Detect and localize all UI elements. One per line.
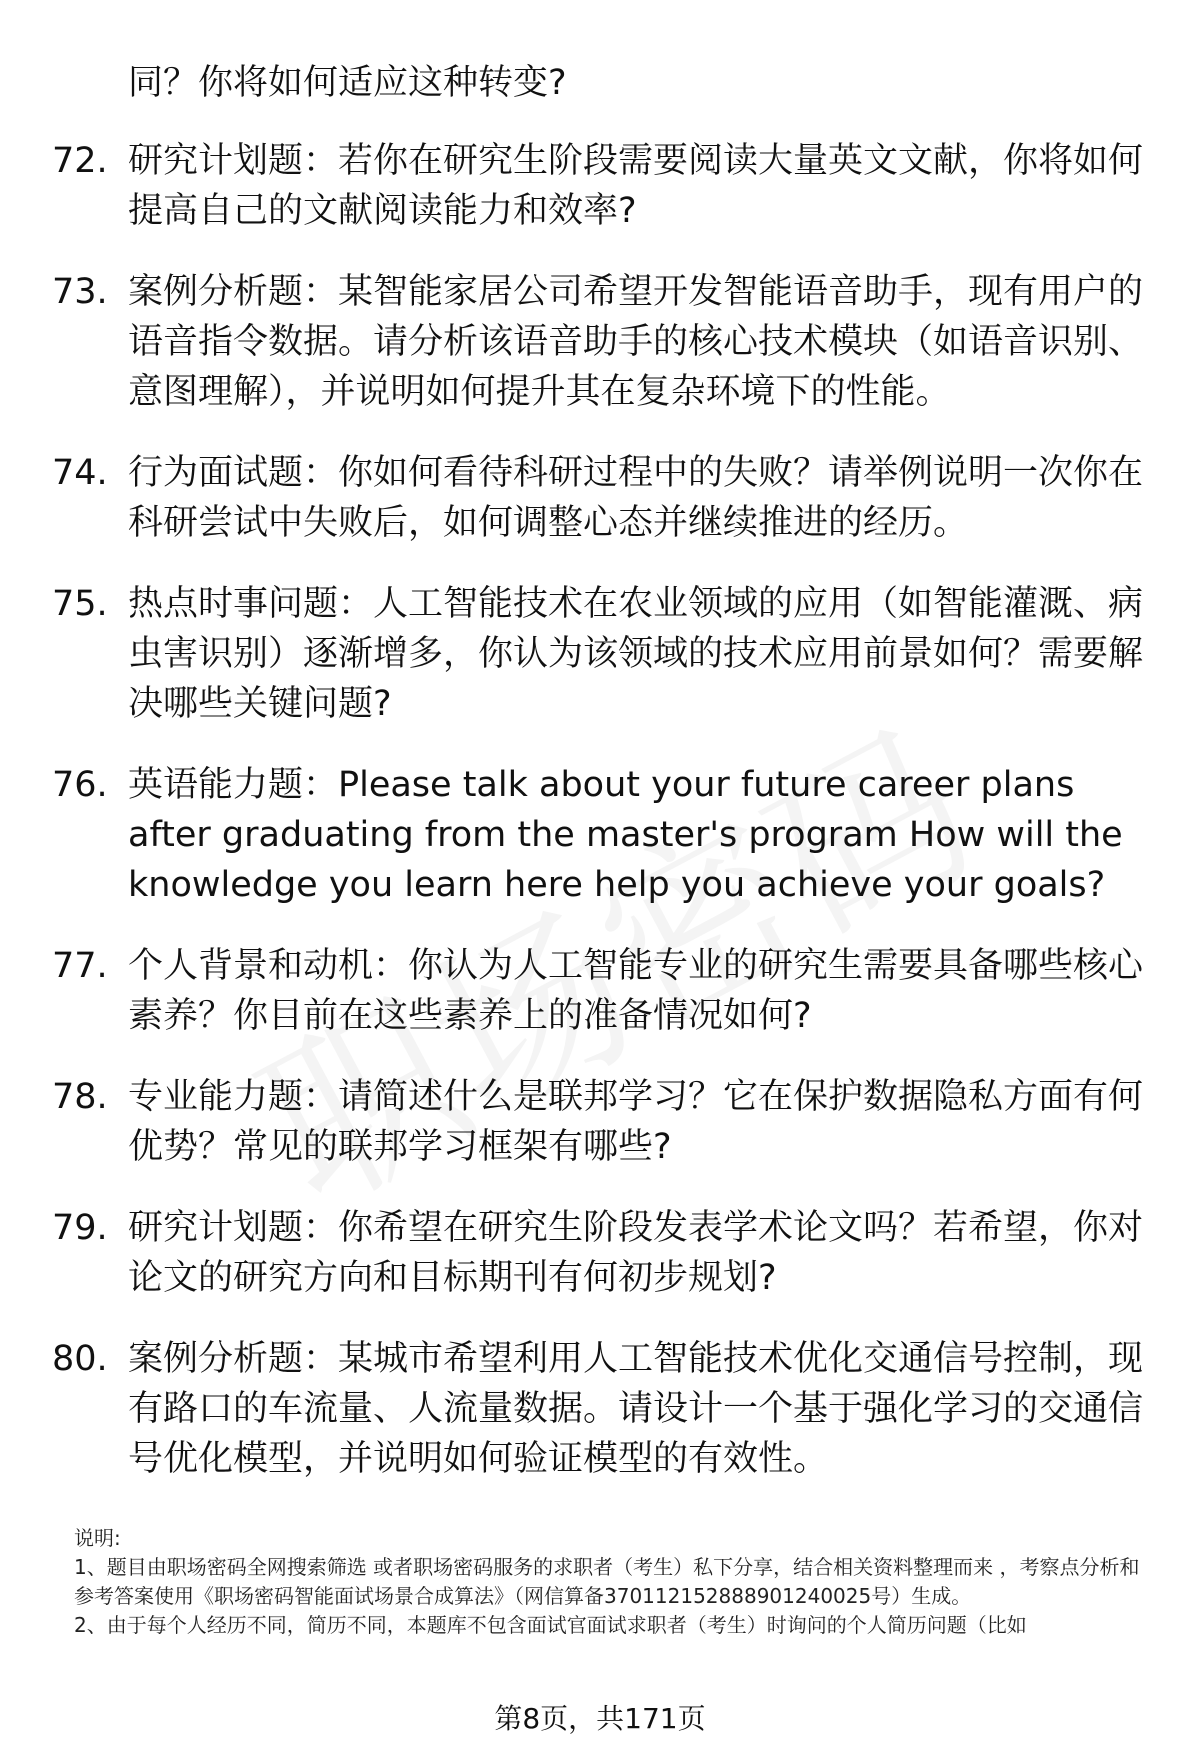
question-text: 研究计划题：若你在研究生阶段需要阅读大量英文文献，你将如何提高自己的文献阅读能力和效率? [128,141,1144,231]
question-text: 热点时事问题：人工智能技术在农业领域的应用（如智能灌溉、病虫害识别）逐渐增多，你认为该领域的技术应用前景如何？需要解决哪些关键问题? [128,584,1144,724]
question-list [0,136,1200,1515]
question-number: 80. [52,1339,108,1379]
question-text: 行为面试题：你如何看待科研过程中的失败？请举例说明一次你在科研尝试中失败后，如何调整心态并继续推进的经历。 [128,453,1144,543]
question-number: 74. [52,453,108,493]
question-text: 案例分析题：某城市希望利用人工智能技术优化交通信号控制，现有路口的车流量、人流量数据。请设计一个基于强化学习的交通信号优化模型，并说明如何验证模型的有效性。 [128,1339,1144,1479]
question-item [0,1334,1148,1484]
question-text: 个人背景和动机：你认为人工智能专业的研究生需要具备哪些核心素养？你目前在这些素养上的准备情况如何? [128,946,1144,1036]
question-number: 78. [52,1077,108,1117]
question-number: 73. [52,272,108,312]
question-item [0,579,1148,729]
page-number: 第8页，共171页 [494,1702,706,1735]
notes-title: 说明: [74,1526,121,1550]
question-item [0,760,1148,910]
question-text: 专业能力题：请简述什么是联邦学习？它在保护数据隐私方面有何优势？常见的联邦学习框架有哪些? [128,1077,1144,1167]
question-text: 英语能力题：Please talk about your future career plans after graduating from the master's program How will the knowledge you learn here help you achieve your goals? [128,765,1123,905]
question-item [0,1203,1148,1303]
question-item [0,267,1148,417]
notes-item: 2、由于每个人经历不同，简历不同，本题库不包含面试官面试求职者（考生）时询问的个人简历问题（比如 [74,1613,1027,1637]
question-number: 72. [52,141,108,181]
question-text: 案例分析题：某智能家居公司希望开发智能语音助手，现有用户的语音指令数据。请分析该语音助手的核心技术模块（如语音识别、意图理解），并说明如何提升其在复杂环境下的性能。 [128,272,1144,412]
question-number: 79. [52,1208,108,1248]
question-item [0,941,1148,1041]
notes-section [74,1524,1142,1640]
question-item [0,136,1148,236]
question-number: 76. [52,765,108,805]
question-item [0,1072,1148,1172]
notes-item: 1、题目由职场密码全网搜索筛选 或者职场密码服务的求职者（考生）私下分享，结合相关资料整理而来 ，考察点分析和参考答案使用《职场密码智能面试场景合成算法》（网信算备370112152888901240025号）生成。 [74,1555,1140,1608]
question-item [0,448,1148,548]
question-text: 研究计划题：你希望在研究生阶段发表学术论文吗？若希望，你对论文的研究方向和目标期刊有何初步规划? [128,1208,1144,1298]
question-continuation: 同？你将如何适应这种转变? [128,63,567,103]
question-number: 77. [52,946,108,986]
question-number: 75. [52,584,108,624]
